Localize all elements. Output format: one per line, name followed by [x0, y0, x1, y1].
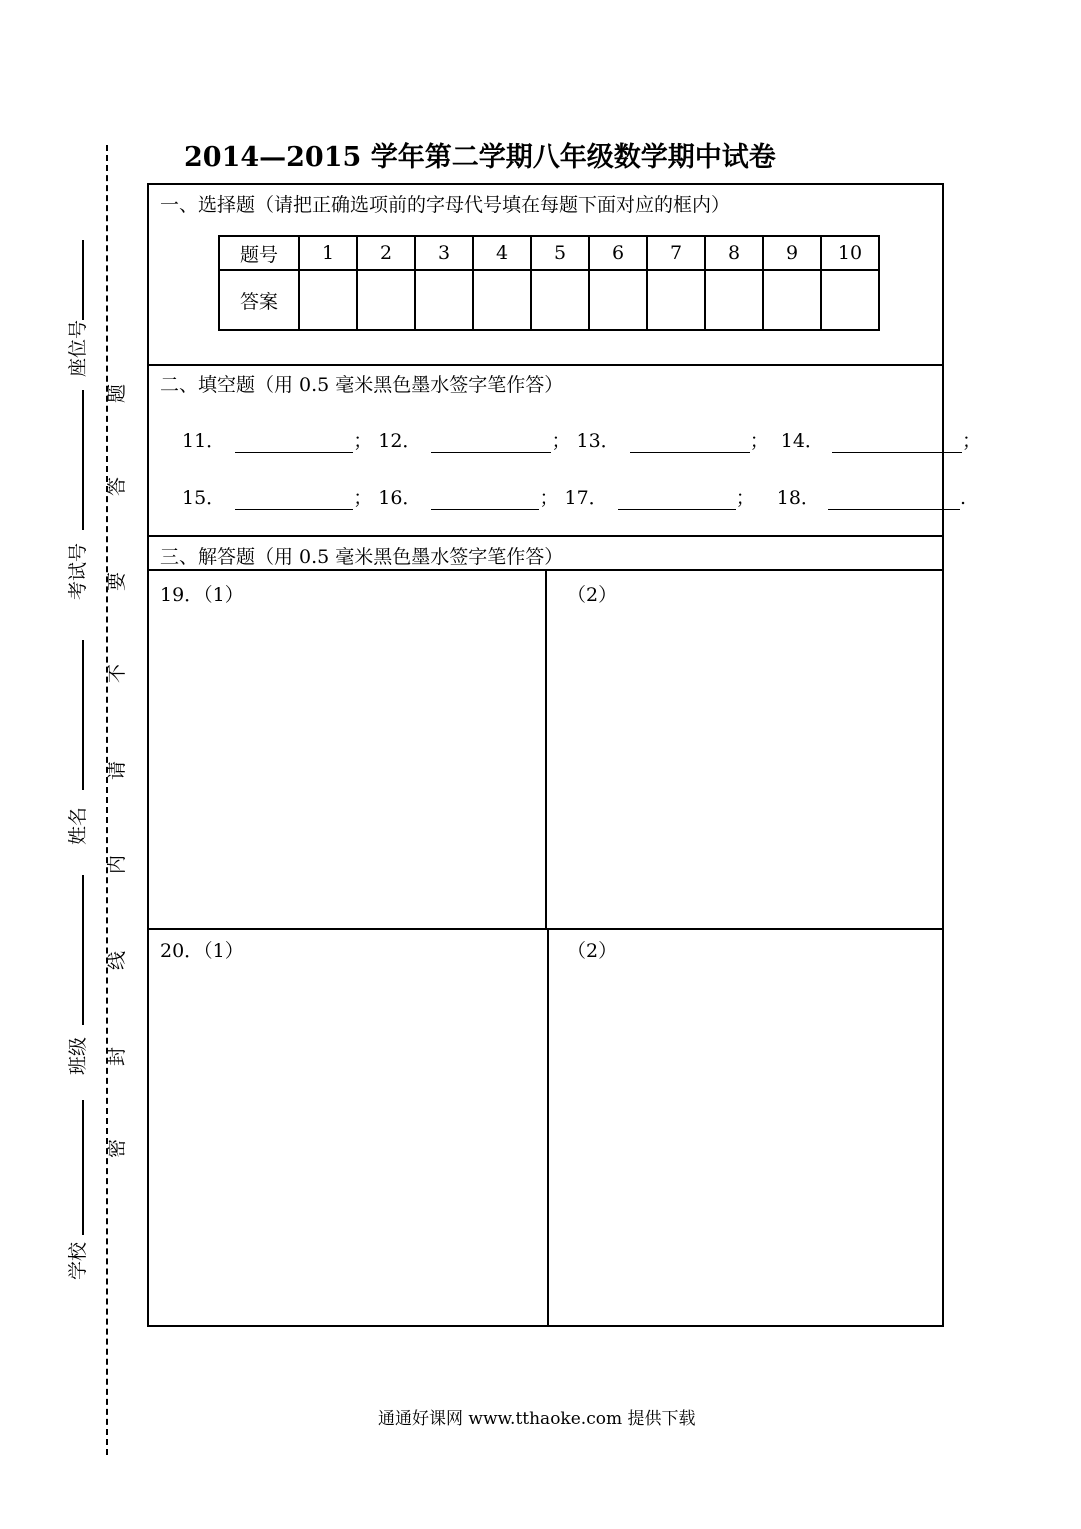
q20-part2-answer-area[interactable]: [551, 962, 942, 1324]
fill-blank[interactable]: [431, 489, 539, 510]
fill-item-number: 12．: [378, 430, 422, 452]
exam-number-label: 考试号: [67, 542, 89, 600]
answer-cell[interactable]: [531, 270, 589, 330]
fill-separator: ；: [749, 430, 769, 452]
question-number: 3: [415, 236, 473, 270]
warning-char: 题: [106, 383, 128, 403]
fill-separator: ；: [551, 430, 571, 452]
fill-blank[interactable]: [235, 432, 353, 453]
answer-cell[interactable]: [763, 270, 821, 330]
fill-blank[interactable]: [630, 432, 750, 453]
q20-part1-answer-area[interactable]: [149, 962, 545, 1324]
answer-cell[interactable]: [647, 270, 705, 330]
footer-source-text: 通通好课网 www.tthaoke.com 提供下载: [378, 1409, 696, 1429]
answer-cell[interactable]: [589, 270, 647, 330]
fill-item-number: 16．: [378, 487, 422, 509]
fill-separator: ；: [735, 487, 755, 509]
binding-dashed-line: [106, 145, 108, 1455]
question-number: 4: [473, 236, 531, 270]
seat-number-label: 座位号: [67, 319, 89, 377]
answer-cell[interactable]: [473, 270, 531, 330]
name-line: [82, 640, 84, 790]
q19-part2-label: （2）: [567, 584, 618, 606]
fill-item-number: 18．: [776, 487, 820, 509]
warning-char: 请: [106, 760, 128, 780]
question-number: 6: [589, 236, 647, 270]
page-title: 2014—2015 学年第二学期八年级数学期中试卷: [184, 142, 776, 173]
warning-char: 不: [106, 663, 128, 683]
q19-part1-label: 19．（1）: [160, 584, 244, 606]
fill-blank[interactable]: [235, 489, 353, 510]
section-divider: [147, 364, 944, 366]
fill-separator: ；: [353, 430, 373, 452]
fill-item-number: 17．: [564, 487, 608, 509]
question-number: 8: [705, 236, 763, 270]
fill-item-number: 13．: [576, 430, 620, 452]
fill-blank[interactable]: [431, 432, 551, 453]
question-number: 2: [357, 236, 415, 270]
fill-separator: ；: [539, 487, 559, 509]
name-label: 姓名: [67, 806, 89, 845]
question-divider: [147, 928, 944, 930]
question-number: 1: [299, 236, 357, 270]
fill-blank[interactable]: [618, 489, 736, 510]
warning-char: 线: [106, 950, 128, 970]
warning-char: 密: [106, 1138, 128, 1158]
choice-answer-table: [218, 235, 880, 331]
exam-number-line: [82, 390, 84, 530]
q20-part1-label: 20．（1）: [160, 940, 244, 962]
q20-part2-label: （2）: [567, 940, 618, 962]
q19-part1-answer-area[interactable]: [149, 605, 543, 925]
question-number: 7: [647, 236, 705, 270]
answer-cell[interactable]: [821, 270, 879, 330]
answer-cell[interactable]: [705, 270, 763, 330]
question-number: 9: [763, 236, 821, 270]
section-divider: [147, 535, 944, 537]
fill-separator: ；: [353, 487, 373, 509]
section3-heading: 三、解答题（用 0.5 毫米黑色墨水签字笔作答）: [160, 546, 564, 568]
fill-item-number: 15．: [182, 487, 226, 509]
column-divider: [547, 929, 549, 1327]
fill-separator: ；: [961, 430, 981, 452]
fill-blank[interactable]: [832, 432, 962, 453]
warning-char: 封: [106, 1046, 128, 1066]
warning-char: 要: [106, 571, 128, 591]
q19-part2-answer-area[interactable]: [549, 605, 942, 925]
warning-char: 内: [106, 854, 128, 874]
fill-blank-row: [182, 426, 981, 453]
class-line: [82, 875, 84, 1025]
school-label: 学校: [67, 1241, 89, 1280]
question-number-header: 题号: [219, 236, 299, 270]
fill-end-mark: .: [959, 487, 966, 509]
fill-blank-row: [182, 483, 966, 510]
answer-cell[interactable]: [357, 270, 415, 330]
fill-item-number: 11．: [182, 430, 226, 452]
section2-heading: 二、填空题（用 0.5 毫米黑色墨水签字笔作答）: [160, 374, 564, 396]
question-number: 10: [821, 236, 879, 270]
fill-blank[interactable]: [828, 489, 960, 510]
school-line: [82, 1100, 84, 1235]
section1-heading: 一、选择题（请把正确选项前的字母代号填在每题下面对应的框内）: [160, 194, 731, 216]
answer-cell[interactable]: [415, 270, 473, 330]
warning-char: 答: [106, 476, 128, 496]
seat-number-line: [82, 240, 84, 320]
class-label: 班级: [67, 1036, 89, 1075]
question-number: 5: [531, 236, 589, 270]
answer-cell[interactable]: [299, 270, 357, 330]
fill-item-number: 14．: [780, 430, 824, 452]
column-divider: [545, 570, 547, 928]
answer-row-header: 答案: [219, 270, 299, 330]
